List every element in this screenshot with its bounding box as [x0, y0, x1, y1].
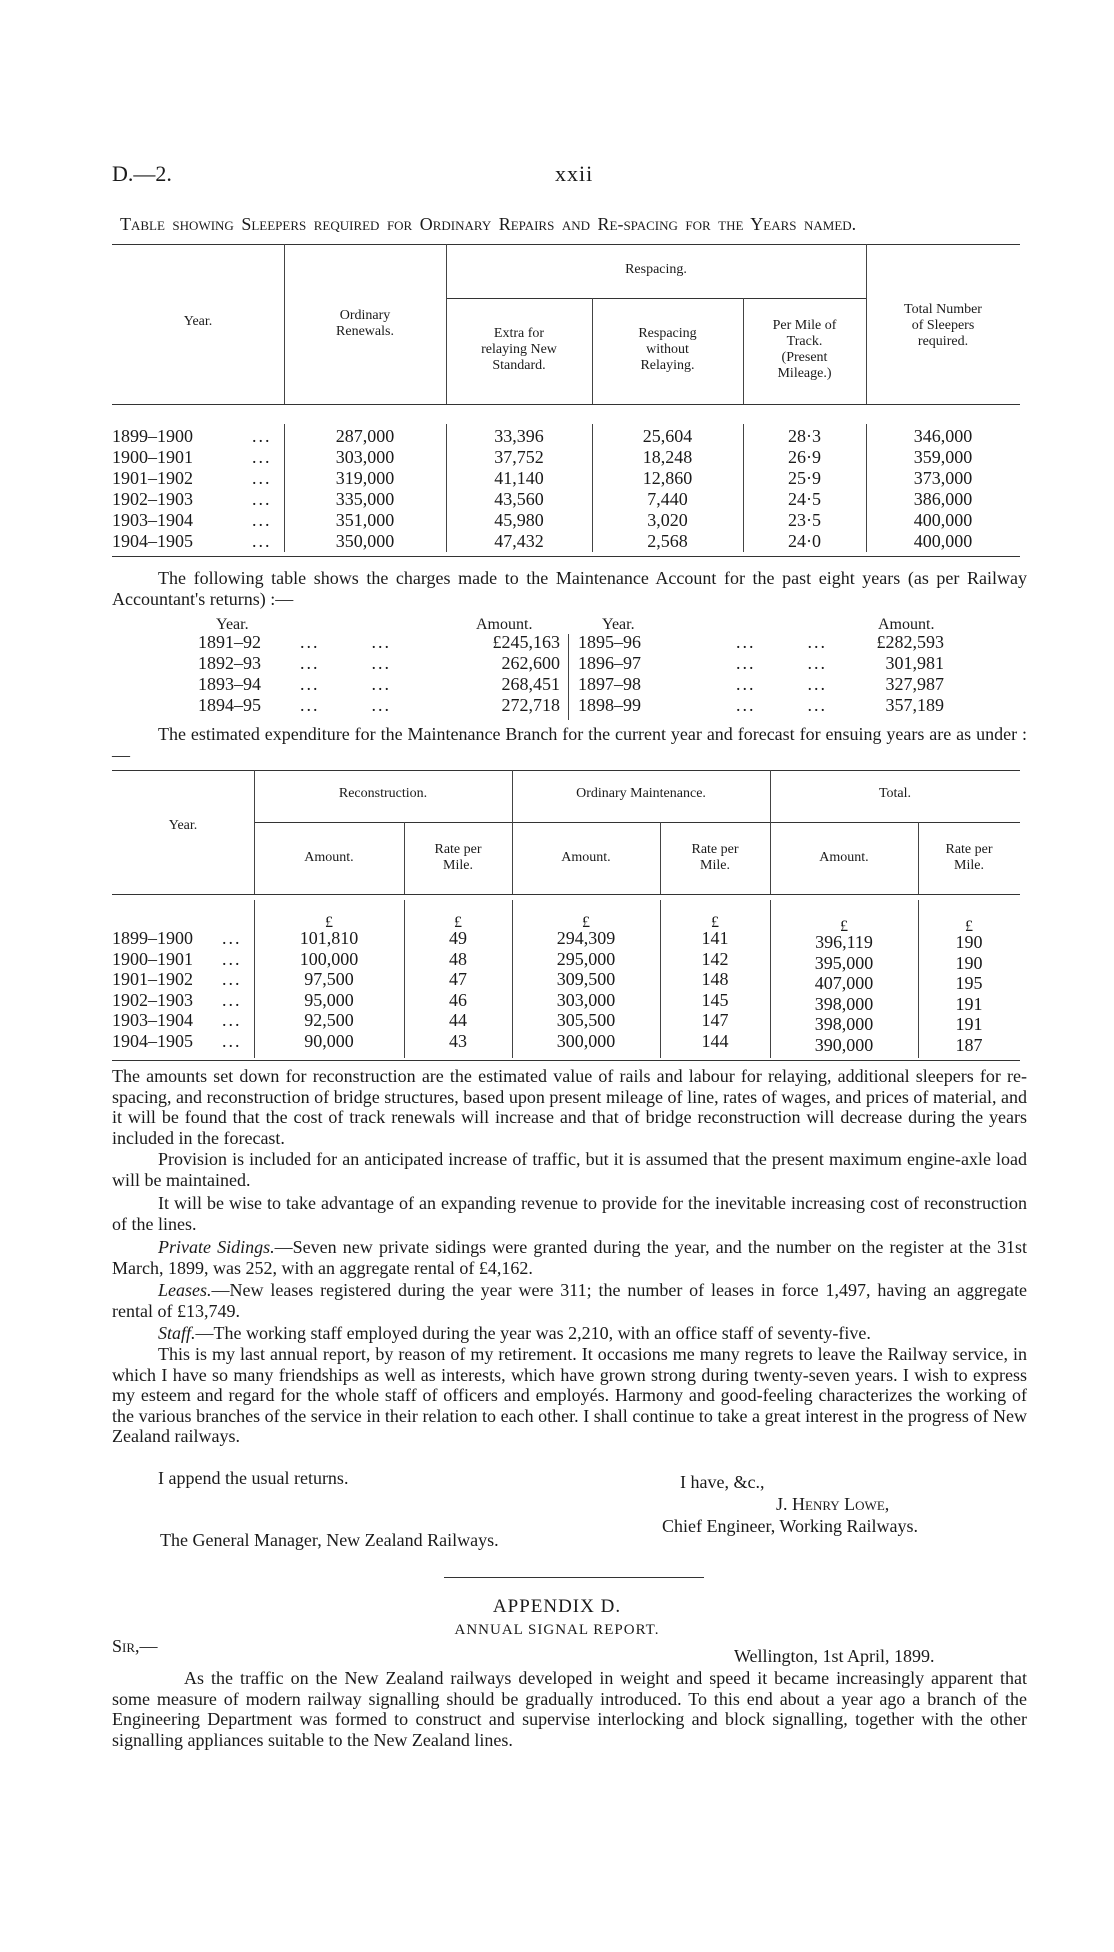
table1-leader-dots: ...	[252, 468, 272, 488]
table2-cell-total-rate: 190	[955, 932, 983, 952]
charges-year: 1898–99	[578, 695, 641, 715]
charges-amount: 327,987	[885, 674, 944, 694]
table1-bottom-rule	[112, 556, 1020, 557]
table2-cell-year: 1899–1900	[112, 928, 193, 948]
table2-cell-maint-amount: 300,000	[556, 1030, 616, 1051]
table1-head-respacing: Respacing.	[625, 262, 687, 277]
charges-leader-dots: ... ...	[300, 653, 391, 673]
signatory-title: Chief Engineer, Working Railways.	[662, 1516, 918, 1536]
table2-cell-recon-amount: 90,000	[304, 1030, 354, 1051]
section-code: D.—2.	[112, 161, 172, 186]
table1-cell-extra: 47,432	[494, 531, 544, 551]
table1-head-year: Year.	[183, 314, 213, 329]
table2-cell-year: 1900–1901	[112, 948, 193, 969]
page-number: xxii	[555, 161, 594, 186]
table1-cell-permile: 26·9	[788, 447, 821, 467]
table2-cell-total-amount: 395,000	[814, 952, 874, 973]
table1-head-total: Total Number of Sleepers required.	[904, 302, 982, 349]
table1-leader-dots: ...	[252, 426, 272, 446]
table2-cell-total-rate: 190	[955, 952, 983, 973]
signal-report-paragraph: As the traffic on the New Zealand railways developed in weight and speed it became increasingly apparent that some measure of modern railway signalling should be gradually introduced. To this end about a year ago a branch of the Engineering Department was formed to construct and supervise interlocking and block signalling, together with the other signalling appliances suitable to the New Zealand lines.	[112, 1668, 1027, 1750]
table1-cell-extra: 33,396	[494, 426, 544, 446]
table2-cell-maint-rate: 145	[701, 989, 729, 1010]
charges-year: 1894–95	[198, 695, 261, 715]
table1-cell-ordinary: 319,000	[335, 468, 395, 488]
table1-cell-permile: 28·3	[788, 426, 821, 446]
retirement-paragraph: This is my last annual report, by reason of my retirement. It occasions me many regrets to leave the Railway service, in which I have so many friendships as well as interests, which have grown strong during twenty-seven years. I wish to express my esteem and regard for the whole staff of officers and employés. Harmony and good-feeling characterizes the working of the various branches of the service in their relation to each other. I shall continue to take a great interest in the progress of New Zealand railways.	[112, 1344, 1027, 1446]
table2-head-ordinary: Ordinary Maintenance.	[576, 786, 706, 801]
charges-head-amount: Amount.	[476, 616, 533, 633]
charges-head-year: Year.	[216, 616, 249, 633]
charges-amount: 357,189	[885, 695, 944, 715]
charges-intro: The following table shows the charges made to the Maintenance Account for the past eight years (as per Railway Accountant's returns) :—	[112, 568, 1027, 609]
table2-cell-total-amount: 398,000	[814, 1014, 874, 1034]
table2-head-reconstruction: Reconstruction.	[338, 786, 428, 801]
table1-cell-total: 373,000	[913, 468, 973, 488]
leases-text: —New leases registered during the year were 311; the number of leases in force 1,497, having an aggregate rental of £13,749.	[112, 1280, 1027, 1321]
charges-amount: 268,451	[501, 674, 560, 694]
charges-year: 1896–97	[578, 653, 641, 673]
table2-cell-total-rate: 191	[955, 1014, 983, 1034]
sidings-text: —Seven new private sidings were granted during the year, and the number on the register at the 31st March, 1899, was 252, with an aggregate rental of £4,162.	[112, 1237, 1027, 1278]
charges-leader-dots: ... ...	[300, 674, 391, 694]
table1-cell-total: 386,000	[913, 489, 973, 509]
staff-text: —The working staff employed during the year was 2,210, with an office staff of seventy-five.	[195, 1323, 871, 1343]
charges-year: 1897–98	[578, 674, 641, 694]
appendix-subheading: ANNUAL SIGNAL REPORT.	[454, 1622, 660, 1638]
table2-top-rule	[112, 770, 1020, 771]
table1-cell-ordinary: 351,000	[335, 510, 395, 530]
table1-cell-without: 18,248	[642, 447, 693, 467]
table1-cell-year: 1902–1903	[112, 489, 193, 509]
table2-cell-recon-amount: 101,810	[299, 928, 359, 948]
table2-cell-recon-rate: 49	[449, 928, 467, 948]
table1-cell-extra: 37,752	[494, 447, 544, 467]
table1-cell-without: 2,568	[647, 531, 688, 551]
table2-leader-dots: ...	[222, 989, 242, 1010]
table2-leader-dots: ...	[222, 1010, 242, 1030]
estimated-intro: The estimated expenditure for the Maintenance Branch for the current year and forecast for ensuing years are as under :—	[112, 724, 1027, 765]
table2-cell-maint-amount: 305,500	[556, 1010, 616, 1030]
dateline: Wellington, 1st April, 1899.	[734, 1646, 935, 1666]
table1-cell-without: 25,604	[642, 426, 693, 446]
sidings-paragraph	[112, 1237, 1027, 1278]
table1-cell-year: 1904–1905	[112, 531, 193, 551]
table2-unit-symbol: £	[325, 914, 333, 931]
table1-cell-without: 7,440	[647, 489, 688, 509]
table2-cell-recon-rate: 43	[449, 1030, 467, 1051]
table1-cell-ordinary: 335,000	[335, 489, 395, 509]
table2-cell-year: 1903–1904	[112, 1010, 193, 1030]
table2-cell-total-rate: 191	[955, 993, 983, 1014]
table2-cell-maint-rate: 144	[701, 1030, 729, 1051]
salutation: Sir,—	[112, 1636, 158, 1656]
table2-leader-dots: ...	[222, 928, 242, 948]
charges-year: 1893–94	[198, 674, 261, 694]
table1-head-ordinary: Ordinary Renewals.	[336, 308, 394, 339]
table1-cell-total: 346,000	[913, 426, 973, 446]
table2-cell-recon-rate: 47	[449, 969, 467, 989]
table2-unit-symbol: £	[454, 914, 462, 931]
table2-unit-symbol: £	[711, 914, 719, 931]
table2-cell-recon-amount: 97,500	[304, 969, 354, 989]
provision-paragraph: Provision is included for an anticipated increase of traffic, but it is assumed that the present maximum engine-axle load will be maintained.	[112, 1149, 1027, 1190]
table2-cell-maint-amount: 294,309	[556, 928, 616, 948]
table2-head-rate: Rate per Mile.	[434, 842, 482, 873]
table1-cell-ordinary: 287,000	[335, 426, 395, 446]
charges-amount: 262,600	[501, 653, 560, 673]
staff-paragraph	[112, 1323, 1027, 1344]
revenue-paragraph: It will be wise to take advantage of an expanding revenue to provide for the inevitable increasing cost of reconstruction of the lines.	[112, 1193, 1027, 1234]
charges-amount: £282,593	[876, 632, 944, 652]
charges-divider	[568, 634, 569, 720]
table1-cell-total: 400,000	[913, 531, 973, 551]
table1-head-without: Respacing without Relaying.	[638, 326, 697, 373]
charges-leader-dots: ... ...	[736, 632, 827, 652]
table2-cell-recon-amount: 100,000	[299, 948, 359, 969]
reconstruction-paragraph: The amounts set down for reconstruction are the estimated value of rails and labour for relaying, additional sleepers for re-spacing, and reconstruction of bridge structures, based upon present mileage of line, rates of wages, and prices of material, and it will be found that the cost of track renewals will increase and that of bridge reconstruction will decrease during the years included in the forecast.	[112, 1066, 1027, 1148]
table2-cell-recon-rate: 46	[449, 989, 467, 1010]
table2-cell-total-amount: 407,000	[814, 973, 874, 993]
table2-unit-symbol: £	[965, 918, 973, 935]
table2-cell-maint-rate: 148	[701, 969, 729, 989]
table2-cell-recon-rate: 48	[449, 948, 467, 969]
appendix-heading: APPENDIX D.	[492, 1596, 622, 1617]
charges-year: 1895–96	[578, 632, 641, 652]
charges-year: 1892–93	[198, 653, 261, 673]
table2-unit-symbol: £	[840, 918, 848, 935]
table2-cell-total-amount: 390,000	[814, 1034, 874, 1055]
table1-respacing-rule	[446, 298, 866, 299]
table2-head-year: Year.	[168, 818, 198, 833]
table1-cell-total: 359,000	[913, 447, 973, 467]
table2-leader-dots: ...	[222, 1030, 242, 1051]
charges-leader-dots: ... ...	[300, 632, 391, 652]
table2-head-rate: Rate per Mile.	[945, 842, 993, 873]
table1-cell-year: 1903–1904	[112, 510, 193, 530]
leases-paragraph	[112, 1280, 1027, 1321]
charges-year: 1891–92	[198, 632, 261, 652]
table2-cell-maint-amount: 303,000	[556, 989, 616, 1010]
table1-cell-permile: 24·0	[788, 531, 821, 551]
table2-cell-maint-amount: 309,500	[556, 969, 616, 989]
table2-header-rule	[112, 894, 1020, 895]
table2-cell-total-amount: 398,000	[814, 993, 874, 1014]
table1-cell-without: 12,860	[642, 468, 693, 488]
charges-amount: 272,718	[501, 695, 560, 715]
table1-cell-extra: 43,560	[494, 489, 544, 509]
table1-leader-dots: ...	[252, 510, 272, 530]
table1-head-extra: Extra for relaying New Standard.	[481, 326, 557, 373]
table2-cell-total-rate: 187	[955, 1034, 983, 1055]
table1-caption: Table showing Sleepers required for Ordinary Repairs and Re-spacing for the Years named.	[120, 214, 857, 234]
table2-cell-recon-amount: 95,000	[304, 989, 354, 1010]
charges-head-amount-right: Amount.	[878, 616, 935, 633]
table2-subhead-rule	[254, 822, 1020, 823]
table2-cell-maint-rate: 142	[701, 948, 729, 969]
table2-cell-recon-rate: 44	[449, 1010, 467, 1030]
table2-cell-year: 1904–1905	[112, 1030, 193, 1051]
table2-bottom-rule	[112, 1060, 1020, 1061]
table1-cell-year: 1901–1902	[112, 468, 193, 488]
addressee: The General Manager, New Zealand Railways.	[160, 1530, 499, 1550]
table2-cell-year: 1902–1903	[112, 989, 193, 1010]
table1-cell-year: 1899–1900	[112, 426, 193, 446]
table2-head-amount: Amount.	[819, 850, 869, 865]
sidings-label: Private Sidings.	[158, 1237, 275, 1257]
closing-line: I have, &c.,	[680, 1472, 765, 1492]
signatory-name: J. Henry Lowe,	[776, 1494, 890, 1514]
table2-head-amount: Amount.	[561, 850, 611, 865]
charges-leader-dots: ... ...	[736, 674, 827, 694]
table2-cell-total-rate: 195	[955, 973, 983, 993]
charges-leader-dots: ... ...	[736, 653, 827, 673]
table1-head-permile: Per Mile of Track. (Present Mileage.)	[772, 318, 837, 381]
table2-cell-total-amount: 396,119	[815, 932, 873, 952]
charges-head-year-right: Year.	[602, 616, 635, 633]
returns-line: I append the usual returns.	[158, 1468, 349, 1488]
table1-cell-extra: 45,980	[494, 510, 544, 530]
charges-leader-dots: ... ...	[300, 695, 391, 715]
table1-cell-without: 3,020	[647, 510, 688, 530]
table1-header-rule	[112, 404, 1020, 405]
charges-leader-dots: ... ...	[736, 695, 827, 715]
staff-label: Staff.	[158, 1323, 196, 1343]
table1-cell-permile: 25·9	[788, 468, 821, 488]
table2-head-total: Total.	[878, 786, 912, 801]
table1-cell-permile: 24·5	[788, 489, 821, 509]
table1-cell-year: 1900–1901	[112, 447, 193, 467]
leases-label: Leases.	[158, 1280, 212, 1300]
table1-cell-permile: 23·5	[788, 510, 821, 530]
table1-leader-dots: ...	[252, 447, 272, 467]
table2-cell-maint-amount: 295,000	[556, 948, 616, 969]
table2-leader-dots: ...	[222, 948, 242, 969]
table1-cell-extra: 41,140	[494, 468, 544, 488]
section-divider	[444, 1577, 704, 1578]
table1-cell-ordinary: 303,000	[335, 447, 395, 467]
table2-cell-year: 1901–1902	[112, 969, 193, 989]
table1-top-rule	[112, 244, 1020, 245]
table1-leader-dots: ...	[252, 489, 272, 509]
table2-cell-recon-amount: 92,500	[304, 1010, 354, 1030]
charges-amount: 301,981	[885, 653, 944, 673]
table2-head-rate: Rate per Mile.	[691, 842, 739, 873]
table1-cell-total: 400,000	[913, 510, 973, 530]
table2-cell-maint-rate: 141	[701, 928, 729, 948]
table2-unit-symbol: £	[582, 914, 590, 931]
table2-cell-maint-rate: 147	[701, 1010, 729, 1030]
charges-amount: £245,163	[492, 632, 560, 652]
table1-cell-ordinary: 350,000	[335, 531, 395, 551]
table2-head-amount: Amount.	[304, 850, 354, 865]
table1-leader-dots: ...	[252, 531, 272, 551]
table2-leader-dots: ...	[222, 969, 242, 989]
